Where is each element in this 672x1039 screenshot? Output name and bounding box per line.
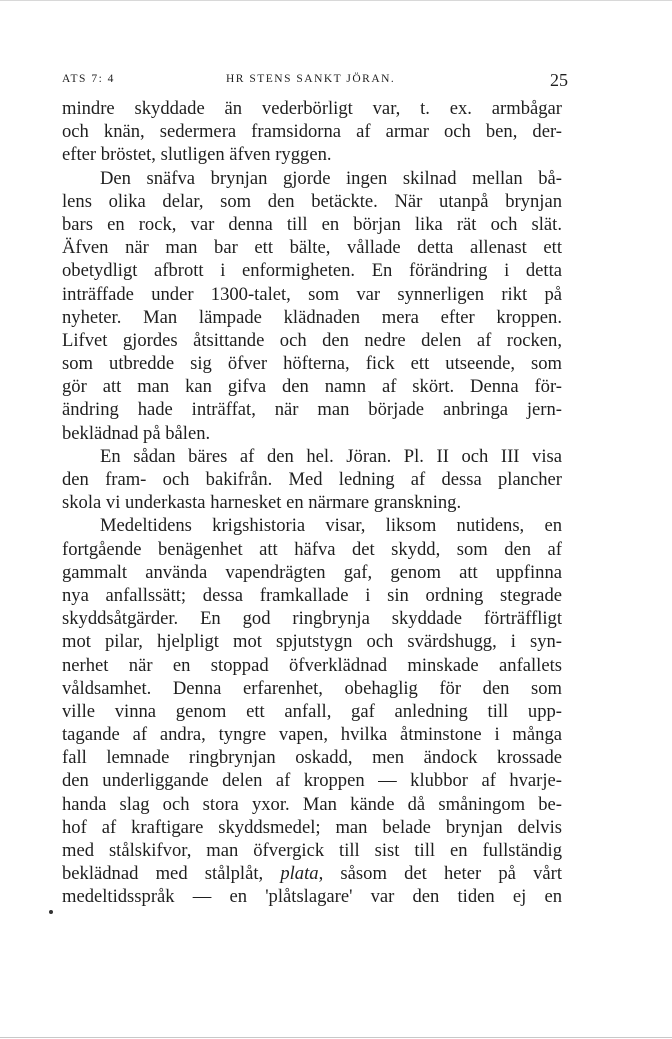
text-line: skola vi underkasta harnesket en närmare granskning. <box>62 492 462 514</box>
text-line: fall lemnade ringbrynjan oskadd, men ändock krossade <box>62 747 562 769</box>
text-line: nya anfallssätt; dessa framkallade i sin ordning stegrade <box>62 584 562 606</box>
text-line: obetydligt afbrott i enformigheten. En förändring i detta <box>62 260 562 282</box>
text-line: hof af kraftigare skyddsmedel; man belade brynjan delvis <box>62 816 562 838</box>
text-line: Den snäfva brynjan gjorde ingen skilnad mellan bå- <box>100 167 562 189</box>
text-line: och knän, sedermera framsidorna af armar och ben, der- <box>62 121 562 143</box>
text-line: skyddsåtgärder. En god ringbrynja skyddade förträffligt <box>62 608 562 630</box>
text-line: medeltidsspråk — en 'plåtslagare' var den tiden ej en <box>62 886 562 908</box>
text-line: gör att man kan gifva den namn af skört. Denna för- <box>62 376 562 398</box>
running-header <box>62 70 568 92</box>
text-line: som utbredde sig öfver höfterna, fick ett utseende, som <box>62 353 562 375</box>
text-line: med stålskifvor, man öfvergick till sist till en fullständig <box>62 840 562 861</box>
text-line: Medeltidens krigshistoria visar, liksom nutidens, en <box>100 515 562 537</box>
text-line: tagande af andra, tyngre vapen, hvilka åtminstone i många <box>62 724 562 746</box>
page-number: 25 <box>550 70 568 90</box>
text-line: nyheter. Man lämpade klädnaden mera efter kroppen. <box>62 306 562 328</box>
margin-mark <box>49 910 53 914</box>
text-line: Lifvet gjordes åtsittande och den nedre delen af rocken, <box>62 329 562 351</box>
text-line: mot pilar, hjelpligt mot spjutstygn och svärdshugg, i syn- <box>62 631 562 653</box>
text-line: beklädnad med stålplåt, plata, såsom det heter på vårt <box>62 863 562 885</box>
text-line: beklädnad på bålen. <box>62 422 211 444</box>
text-line: handa slag och stora yxor. Man kände då småningom be- <box>62 793 562 815</box>
text-line: våldsamhet. Denna erfarenhet, obehaglig för den som <box>62 677 562 699</box>
text-line: den fram- och bakifrån. Med ledning af dessa plancher <box>62 469 562 490</box>
running-title: HR STENS SANKT JÖRAN. <box>226 73 396 85</box>
text-line: Äfven när man bar ett bälte, vållade detta allenast ett <box>62 237 562 259</box>
text-line: bars en rock, var denna till en början lika rät och slät. <box>62 213 562 235</box>
journal-reference: ATS 7: 4 <box>62 73 115 85</box>
text-line: En sådan bäres af den hel. Jöran. Pl. II och III visa <box>100 445 562 467</box>
text-line: inträffade under 1300-talet, som var synnerligen rikt på <box>62 283 562 305</box>
page-bottom-edge <box>0 1037 672 1038</box>
text-line: efter bröstet, slutligen äfven ryggen. <box>62 144 332 166</box>
text-line: ändring hade inträffat, när man började anbringa jern- <box>62 399 562 421</box>
text-line: gammalt använda vapendrägten gaf, genom att uppfinna <box>62 561 562 583</box>
text-line: mindre skyddade än vederbörligt var, t. ex. armbågar <box>62 98 562 119</box>
text-line: fortgående benägenhet att häfva det skydd, som den af <box>62 538 562 560</box>
text-line: den underliggande delen af kroppen — klubbor af hvarje- <box>62 770 562 792</box>
page-top-edge <box>0 0 672 1</box>
text-line: ville vinna genom ett anfall, gaf anledning till upp- <box>62 700 562 722</box>
text-line: lens olika delar, som den betäckte. När utanpå brynjan <box>62 190 562 212</box>
body-text <box>62 97 562 909</box>
text-line: nerhet när en stoppad öfverklädnad minskade anfallets <box>62 654 562 676</box>
